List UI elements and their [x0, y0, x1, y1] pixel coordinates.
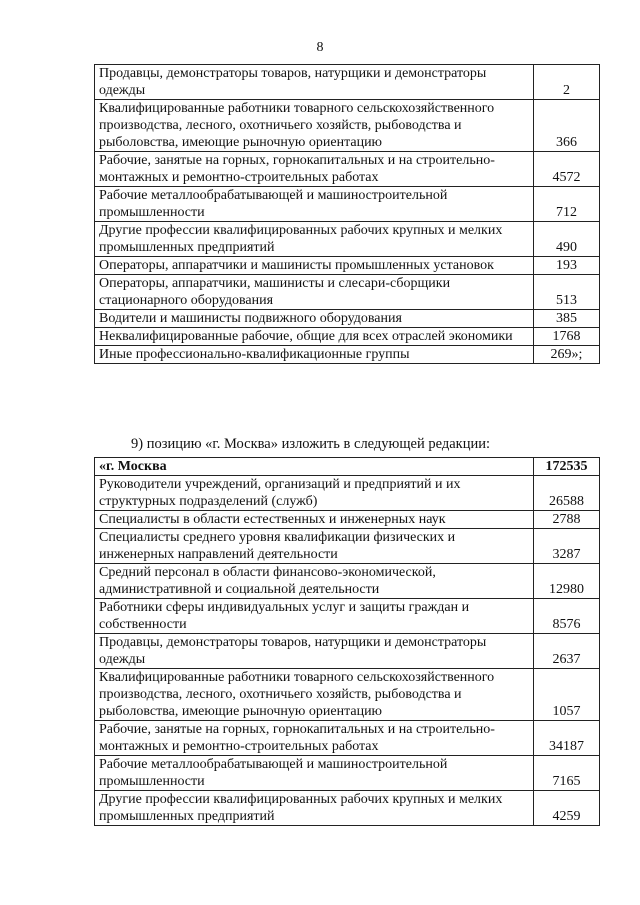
table-row [95, 100, 600, 152]
occupation-count: 3287 [534, 529, 600, 564]
occupation-count: 7165 [534, 756, 600, 791]
moscow-occupation-table [94, 457, 600, 826]
occupation-name: Квалифицированные работники товарного сельскохозяйственного производства, лесного, охотничьего хозяйств, рыбоводства и рыболовства, имеющие рыночную ориентацию [95, 669, 534, 721]
occupation-count: 385 [534, 310, 600, 328]
occupation-count: 2788 [534, 511, 600, 529]
occupation-count: 2637 [534, 634, 600, 669]
region-heading-row [95, 458, 600, 476]
table-row [95, 310, 600, 328]
occupation-name: Неквалифицированные рабочие, общие для всех отраслей экономики [95, 328, 534, 346]
occupation-count: 269»; [534, 346, 600, 364]
occupation-name: Продавцы, демонстраторы товаров, натурщики и демонстраторы одежды [95, 634, 534, 669]
table-row [95, 511, 600, 529]
occupation-count: 2 [534, 65, 600, 100]
occupation-name: Квалифицированные работники товарного сельскохозяйственного производства, лесного, охотничьего хозяйств, рыбоводства и рыболовства, имеющие рыночную ориентацию [95, 100, 534, 152]
region-total: 172535 [534, 458, 600, 476]
occupation-name: Рабочие, занятые на горных, горнокапитальных и на строительно-монтажных и ремонтно-строительных работах [95, 721, 534, 756]
occupation-name: Операторы, аппаратчики, машинисты и слесари-сборщики стационарного оборудования [95, 275, 534, 310]
page-number: 8 [316, 40, 324, 55]
occupation-name: Рабочие, занятые на горных, горнокапитальных и на строительно-монтажных и ремонтно-строительных работах [95, 152, 534, 187]
occupation-count: 8576 [534, 599, 600, 634]
region-name: «г. Москва [95, 458, 534, 476]
table-row [95, 275, 600, 310]
occupation-name: Средний персонал в области финансово-экономической, административной и социальной деятельности [95, 564, 534, 599]
amendment-instruction: 9) позицию «г. Москва» изложить в следующей редакции: [131, 436, 491, 452]
occupation-name: Рабочие металлообрабатывающей и машиностроительной промышленности [95, 756, 534, 791]
occupation-name: Руководители учреждений, организаций и предприятий и их структурных подразделений (служб) [95, 476, 534, 511]
occupation-name: Специалисты в области естественных и инженерных наук [95, 511, 534, 529]
table-row [95, 564, 600, 599]
occupation-count: 712 [534, 187, 600, 222]
occupation-name: Продавцы, демонстраторы товаров, натурщики и демонстраторы одежды [95, 65, 534, 100]
occupation-count: 26588 [534, 476, 600, 511]
table-row [95, 599, 600, 634]
table-row [95, 222, 600, 257]
occupation-count: 513 [534, 275, 600, 310]
occupation-name: Другие профессии квалифицированных рабочих крупных и мелких промышленных предприятий [95, 222, 534, 257]
occupation-count: 4572 [534, 152, 600, 187]
table-row [95, 529, 600, 564]
table-row [95, 634, 600, 669]
table-row [95, 346, 600, 364]
table-row [95, 65, 600, 100]
occupation-table-continued [94, 64, 600, 364]
table-row [95, 257, 600, 275]
table-row [95, 328, 600, 346]
table-row [95, 669, 600, 721]
occupation-name: Работники сферы индивидуальных услуг и защиты граждан и собственности [95, 599, 534, 634]
table-row [95, 187, 600, 222]
occupation-count: 1768 [534, 328, 600, 346]
occupation-count: 4259 [534, 791, 600, 826]
occupation-name: Иные профессионально-квалификационные группы [95, 346, 534, 364]
occupation-name: Рабочие металлообрабатывающей и машиностроительной промышленности [95, 187, 534, 222]
occupation-name: Операторы, аппаратчики и машинисты промышленных установок [95, 257, 534, 275]
occupation-name: Водители и машинисты подвижного оборудования [95, 310, 534, 328]
occupation-name: Специалисты среднего уровня квалификации физических и инженерных направлений деятельности [95, 529, 534, 564]
occupation-count: 366 [534, 100, 600, 152]
table-row [95, 721, 600, 756]
occupation-name: Другие профессии квалифицированных рабочих крупных и мелких промышленных предприятий [95, 791, 534, 826]
table-row [95, 152, 600, 187]
table-row [95, 791, 600, 826]
occupation-count: 193 [534, 257, 600, 275]
occupation-count: 490 [534, 222, 600, 257]
occupation-count: 1057 [534, 669, 600, 721]
table-row [95, 476, 600, 511]
occupation-count: 34187 [534, 721, 600, 756]
occupation-count: 12980 [534, 564, 600, 599]
table-row [95, 756, 600, 791]
